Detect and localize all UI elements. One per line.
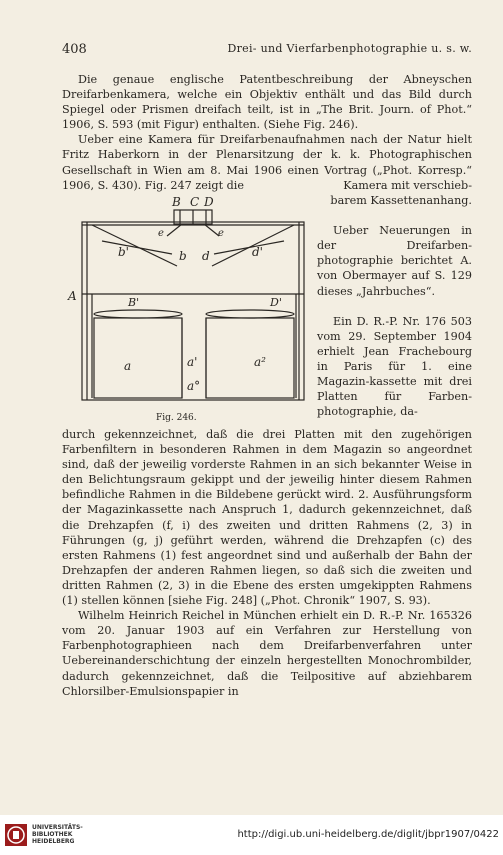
library-name [32, 824, 83, 845]
label-b: b [179, 249, 187, 263]
right-col-line-2: barem Kassettenanhang. [330, 194, 472, 208]
paragraph-frachebourg: Ein D. R.-P. Nr. 176 503 vom 29. September 1904 erhielt Jean Frachebourg in Paris für 1. eine Magazin-kassette mit drei Platten für Farben-photographie, da- [317, 314, 472, 419]
source-url-link[interactable]: http://digi.ub.uni-heidelberg.de/diglit/jbpr1907/0422 [237, 829, 499, 840]
paragraph-abney: Die genaue englische Patentbeschreibung der Abneyschen Dreifarbenkamera, welche ein Objektiv enthält und das Bild durch Spiegel oder Prismen dreifach teilt, ist in „The Brit. Journ. of Phot.“ 1906, S. 593 (mit Figur) enthalten. (Siehe Fig. 246). [62, 73, 472, 132]
label-a0: a° [187, 379, 201, 393]
paragraph-claims: durch gekennzeichnet, daß die drei Platten mit den zugehörigen Farbenfiltern in besonderen Rahmen in dem Magazin so angeordnet sind, daß der jeweilig vorderste Rahmen in an sich bekannter Weise in den Belichtungsraum gekippt und der jeweilig hinter diesem Rahmen befindliche Rahmen in die Bildebene gerückt wird. 2. Ausführungsform der Magazinkassette nach Anspruch 1, dadurch gekennzeichnet, daß die Drehzapfen (f, i) des zweiten und dritten Rahmens (2, 3) in Führungen (g, j) geführt werden, während die Drehzapfen (c) des ersten Rahmens (1) fest angeordnet sind und außerhalb der Bahn der Drehzapfen der anderen Rahmen liegen, so daß sich die zweiten und dritten Rahmen (2, 3) in die Ebene des ersten umgekippten Rahmens (1) stellen können [siehe Fig. 248] („Phot. Chronik“ 1907, S. 93). [62, 428, 472, 608]
page-number: 408 [62, 42, 87, 57]
paragraph-obermayer: Ueber Neuerungen in der Dreifarben-photographie berichtet A. von Obermayer auf S. 129 dieses „Jahrbuches“. [317, 224, 472, 298]
label-D: D [204, 196, 214, 209]
label-b-prime: b' [118, 245, 129, 259]
label-d-prime: d' [252, 245, 263, 259]
label-a: a [124, 359, 132, 373]
paragraph-haberkorn: Ueber eine Kamera für Dreifarbenaufnahmen nach der Natur hielt Fritz Haberkorn in der Plenarsitzung der k. k. Photographischen Gesellschaft in Wien am 8. Mai 1906 einen Vortrag („Phot. Korresp.“ 1906, S. 430). Fig. 247 zeigt die [62, 133, 472, 192]
footer-bar [0, 815, 503, 855]
label-e: e [158, 228, 164, 239]
label-C: C [190, 196, 200, 209]
right-col-line-1: Kamera mit verschieb- [343, 179, 472, 192]
intro-text [62, 72, 472, 193]
label-B: B [172, 196, 181, 209]
label-A: A [68, 289, 77, 303]
label-B-prime: B' [128, 296, 140, 309]
university-seal-icon [4, 823, 28, 847]
label-e2: e [218, 228, 224, 239]
paragraph-reichel: Wilhelm Heinrich Reichel in München erhielt ein D. R.-P. Nr. 165326 vom 20. Januar 1903 auf ein Verfahren zur Herstellung von Farbenphotographieen nach dem Dreifarbenverfahren unter Uebereinanderschichtung der einzeln hergestellten Monochrombilder, dadurch gekennzeichnet, daß die Teilpositive auf abziehbarem Chlorsilber-Emulsionspapier in [62, 609, 472, 698]
right-column [317, 178, 472, 419]
label-a-prime: a' [187, 355, 198, 369]
running-title: Drei- und Vierfarbenphotographie u. s. w. [227, 42, 472, 55]
library-line-1: UNIVERSITÄTS- [32, 824, 83, 831]
page-header [62, 42, 472, 62]
camera-diagram [62, 196, 312, 406]
label-a2: a² [254, 355, 266, 369]
library-line-2: BIBLIOTHEK [32, 831, 73, 838]
library-line-3: HEIDELBERG [32, 838, 75, 845]
label-d: d [202, 249, 210, 263]
label-D-prime: D' [270, 296, 282, 309]
figure-caption: Fig. 246. [156, 413, 197, 423]
figure-246 [62, 196, 312, 406]
continuation-text [62, 427, 472, 699]
